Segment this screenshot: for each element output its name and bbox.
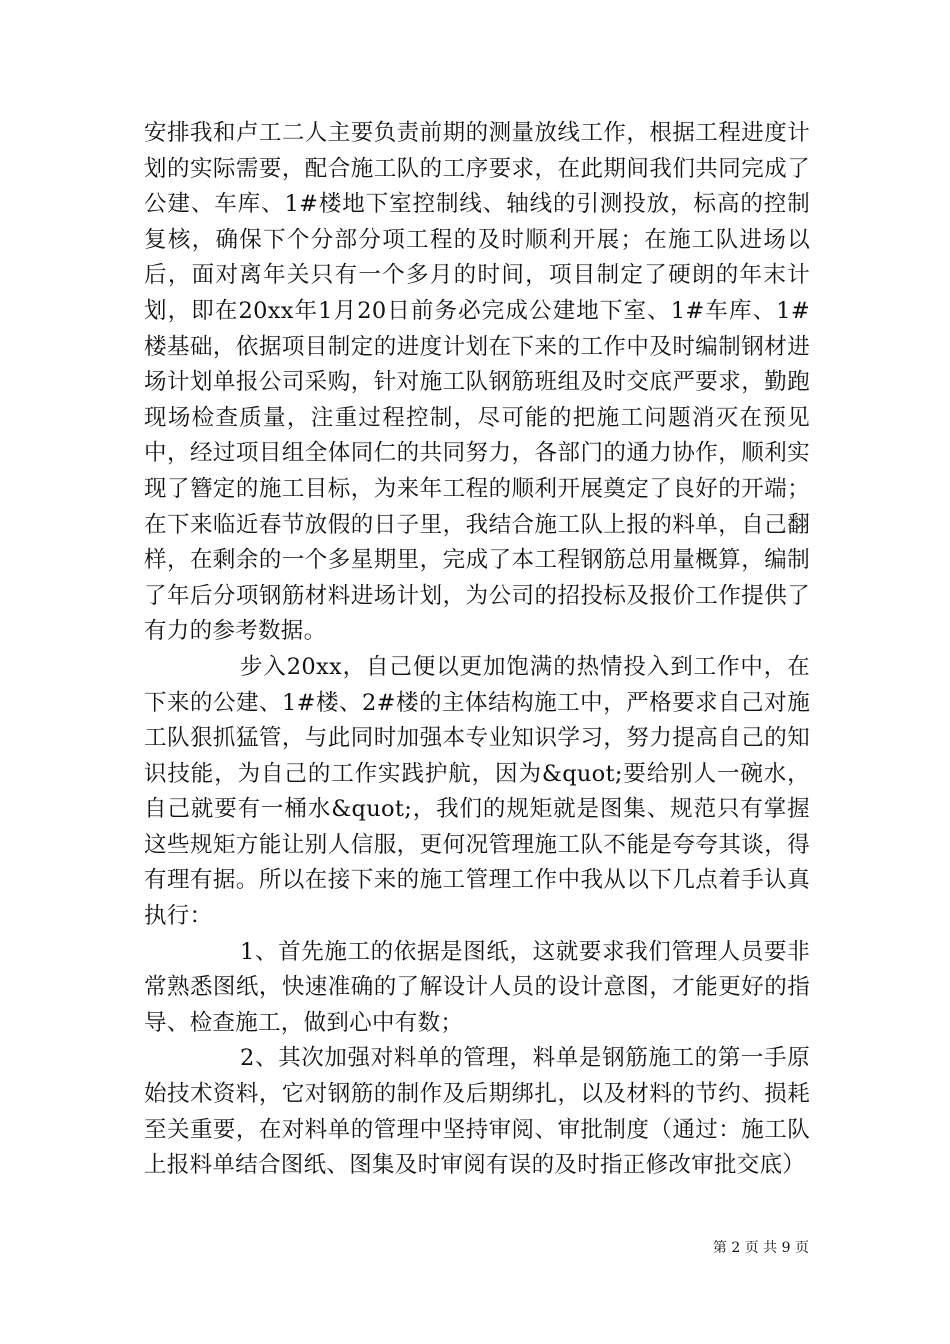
paragraph-1: 安排我和卢工二人主要负责前期的测量放线工作，根据工程进度计划的实际需要，配合施工队的工序要求，在此期间我们共同完成了公建、车库、1#楼地下室控制线、轴线的引测投放，标高的控制复核，确保下个分部分项工程的及时顺利开展；在施工队进场以后，面对离年关只有一个多月的时间，项目制定了硬朗的年末计划，即在20xx年1月20日前务必完成公建地下室、1#车库、1#楼基础，依据项目制定的进度计划在下来的工作中及时编制钢材进场计划单报公司采购，针对施工队钢筋班组及时交底严要求，勤跑现场检查质量，注重过程控制，尽可能的把施工问题消灭在预见中，经过项目组全体同仁的共同努力，各部门的通力协作，顺利实现了簪定的施工目标，为来年工程的顺利开展奠定了良好的开端；在下来临近春节放假的日子里，我结合施工队上报的料单，自己翻样，在剩余的一个多星期里，完成了本工程钢筋总用量概算，编制了年后分项钢筋材料进场计划，为公司的招投标及报价工作提供了有力的参考数据。 bbox=[144, 120, 810, 645]
paragraph-2: 步入20xx，自己便以更加饱满的热情投入到工作中，在下来的公建、1#楼、2#楼的主体结构施工中，严格要求自己对施工队狠抓猛管，与此同时加强本专业知识学习，努力提高自己的知识技能，为自己的工作实践护航，因为&quot;要给别人一碗水，自己就要有一桶水&quot;，我们的规矩就是图集、规范只有掌握这些规矩方能让别人信服，更何况管理施工队不能是夸夸其谈，得有理有据。所以在接下来的施工管理工作中我从以下几点着手认真执行： bbox=[144, 653, 810, 930]
paragraph-4: 2、其次加强对料单的管理，料单是钢筋施工的第一手原始技术资料，它对钢筋的制作及后期绑扎，以及材料的节约、损耗至关重要，在对料单的管理中坚持审阅、审批制度（通过：施工队上报料单结合图纸、图集及时审阅有误的及时指正修改审批交底） bbox=[144, 1045, 810, 1179]
page-number-footer: 第 2 页 共 9 页 bbox=[712, 1240, 809, 1256]
paragraph-3: 1、首先施工的依据是图纸，这就要求我们管理人员要非常熟悉图纸，快速准确的了解设计人员的设计意图，才能更好的指导、检查施工，做到心中有数； bbox=[144, 938, 810, 1036]
document-body bbox=[144, 116, 810, 1184]
